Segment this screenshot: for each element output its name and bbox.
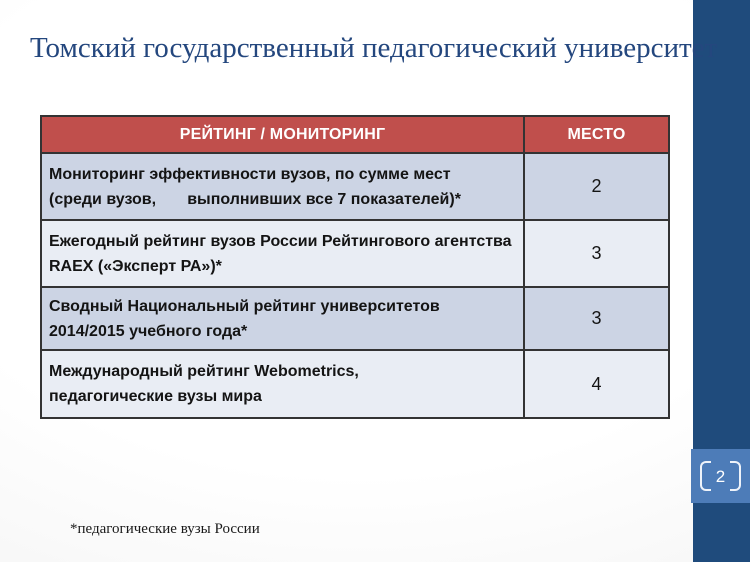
bracket-left-icon: [700, 461, 711, 491]
row-label: Ежегодный рейтинг вузов России Рейтингового агентства RAEX («Эксперт РА»)*: [41, 220, 524, 287]
place-value: 2: [524, 153, 669, 220]
table-row: [41, 350, 669, 418]
table-header-rating: РЕЙТИНГ / МОНИТОРИНГ: [41, 116, 524, 153]
place-value: 3: [524, 220, 669, 287]
table-row: [41, 153, 669, 220]
place-value: 4: [524, 350, 669, 418]
table-header-row: [41, 116, 669, 153]
row-label: Сводный Национальный рейтинг университетов 2014/2015 учебного года*: [41, 287, 524, 350]
slide-title: Томский государственный педагогический университет: [30, 32, 718, 64]
table-row: [41, 287, 669, 350]
row-label: Мониторинг эффективности вузов, по сумме мест (среди вузов, выполнивших все 7 показателей)*: [41, 153, 524, 220]
row-label: Международный рейтинг Webometrics, педагогические вузы мира: [41, 350, 524, 418]
place-value: 3: [524, 287, 669, 350]
footnote: *педагогические вузы России: [70, 521, 260, 537]
ratings-table: [40, 115, 670, 419]
bracket-right-icon: [730, 461, 741, 491]
page-number-badge: [691, 449, 750, 503]
table-header-place: МЕСТО: [524, 116, 669, 153]
page-number: 2: [715, 466, 726, 486]
table-row: [41, 220, 669, 287]
